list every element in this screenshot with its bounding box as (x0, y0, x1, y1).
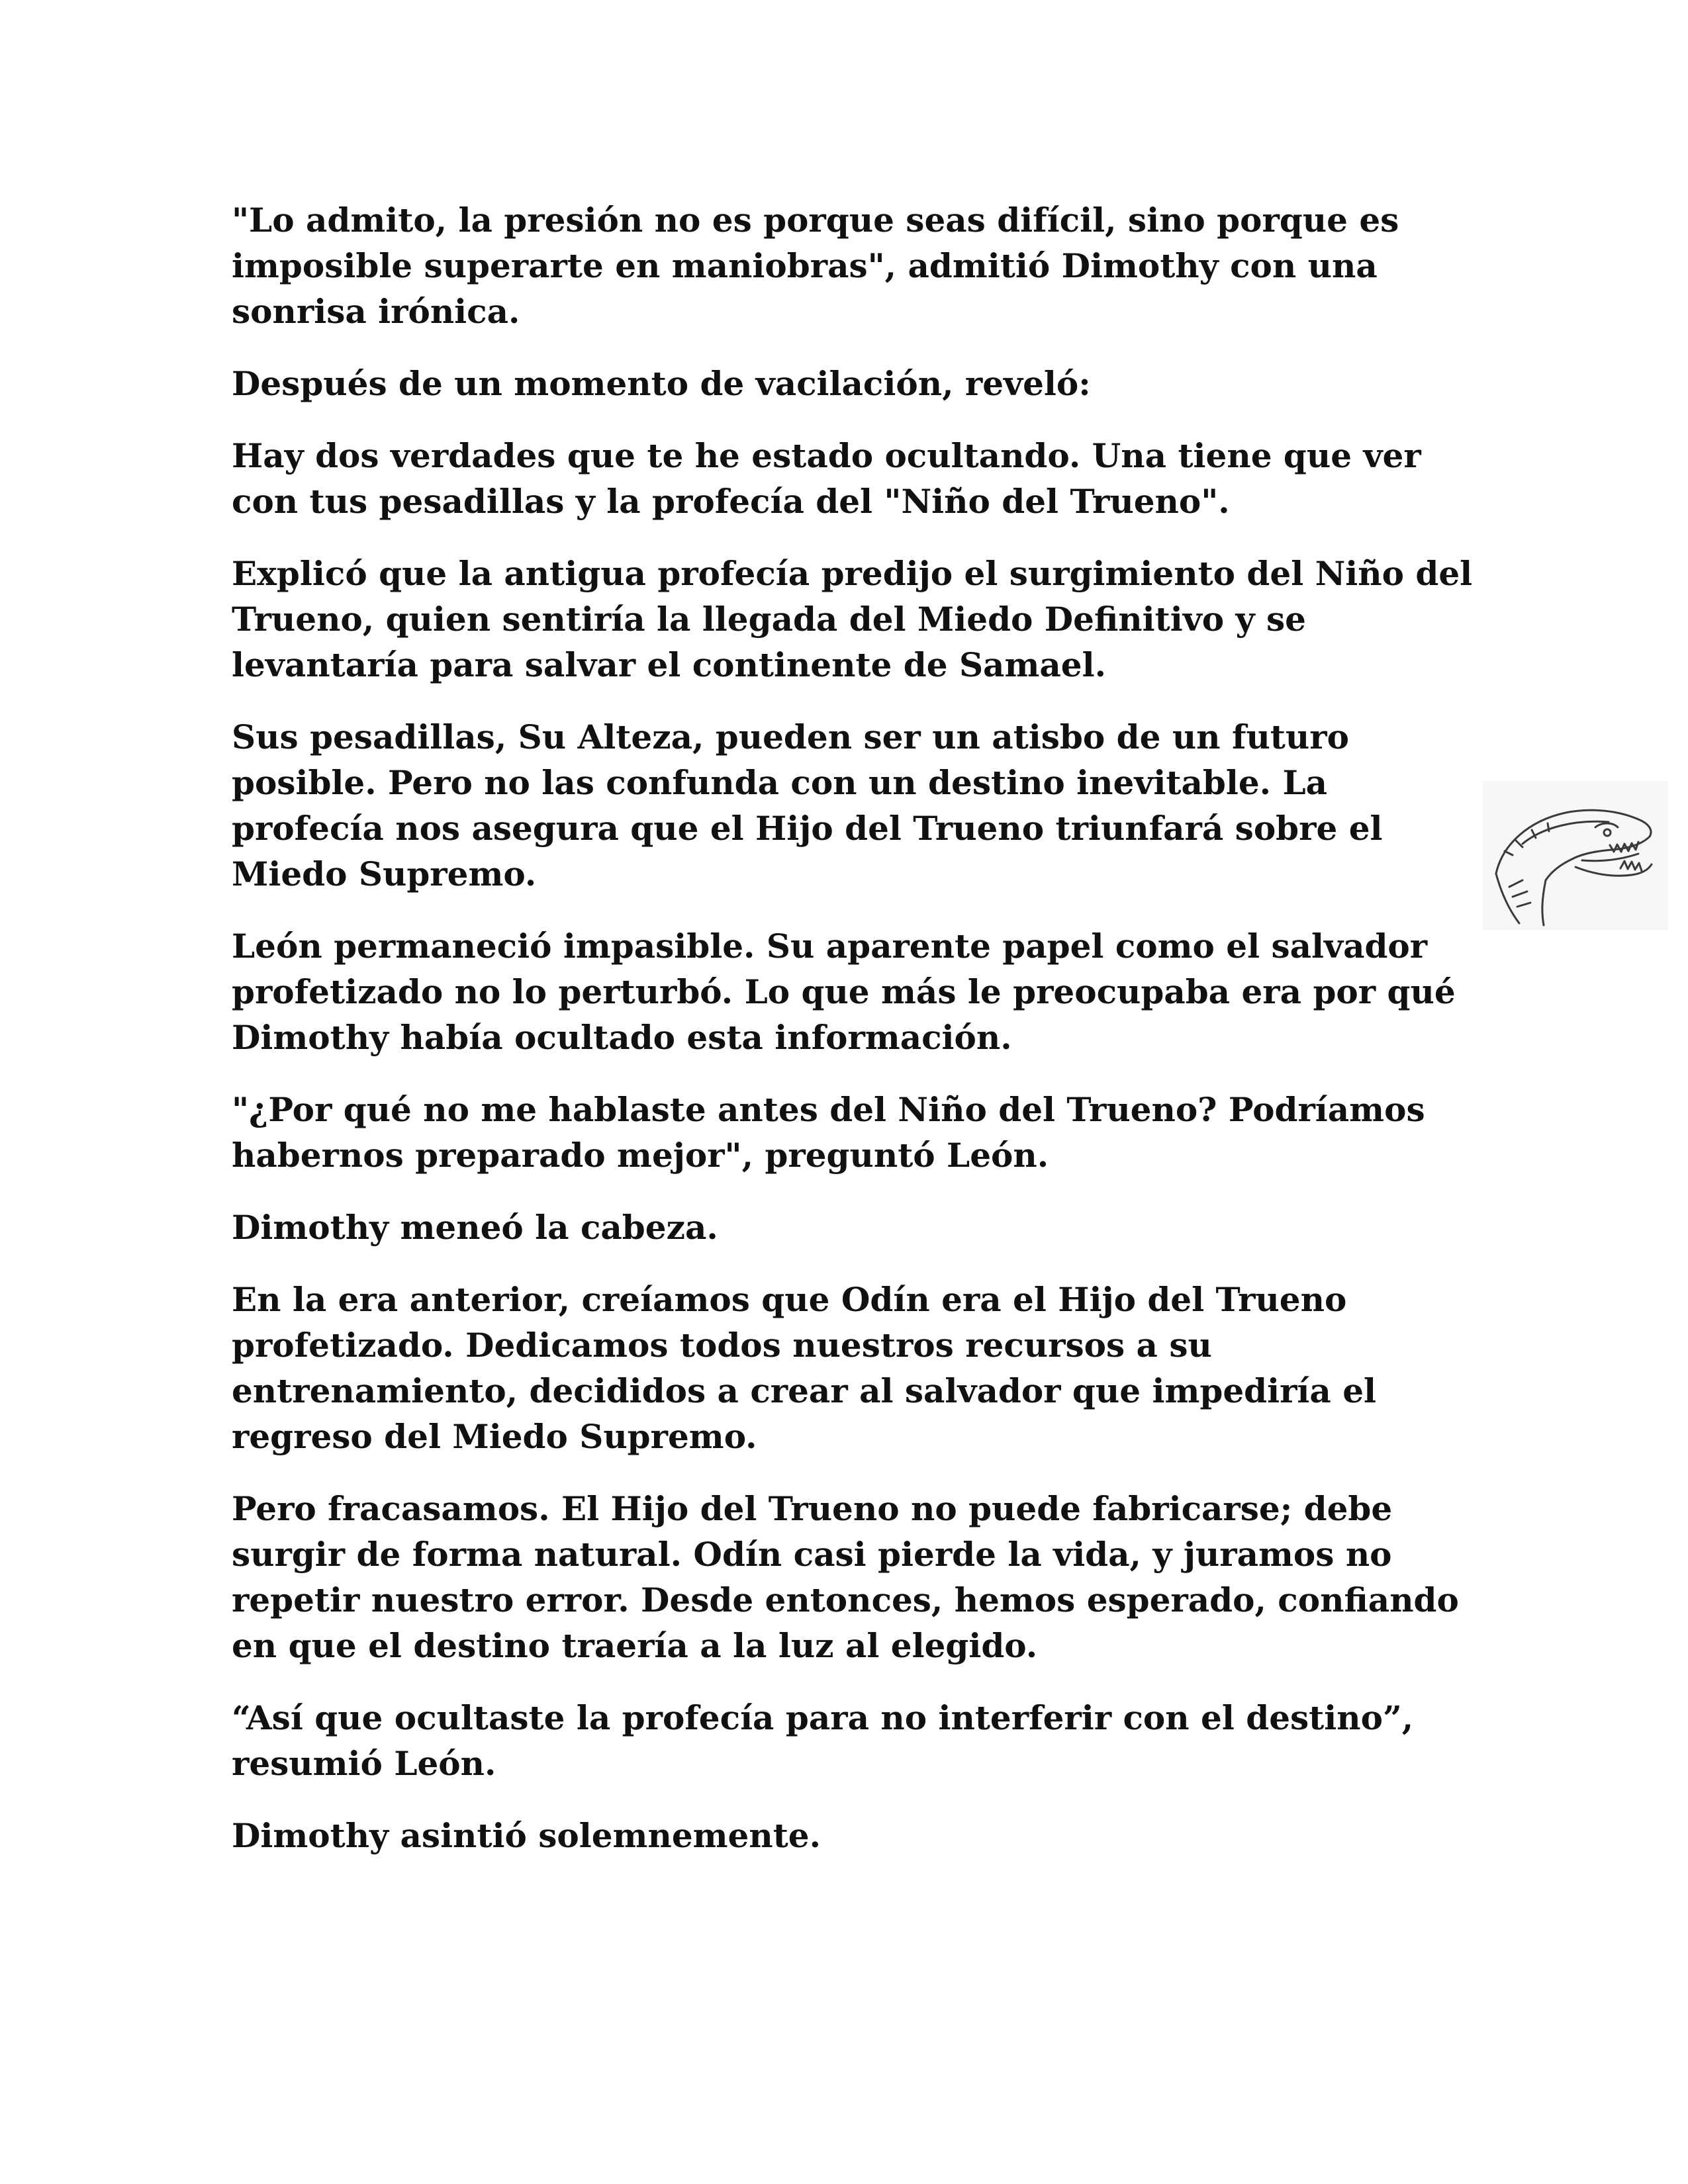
paragraph-11: “Así que ocultaste la profecía para no interferir con el destino”, resumió León. (232, 1698, 1414, 1783)
paragraph-4: Explicó que la antigua profecía predijo el surgimiento del Niño del Trueno, quien sentiría la llegada del Miedo Definitivo y se levantaría para salvar el continente de Samael. (232, 554, 1473, 684)
dinosaur-head-sketch-icon (1483, 781, 1668, 930)
paragraph-10: Pero fracasamos. El Hijo del Trueno no puede fabricarse; debe surgir de forma natural. Odín casi pierde la vida, y juramos no repetir nuestro error. Desde entonces, hemos esperado, confiando en que el destino traería a la luz al elegido. (232, 1489, 1459, 1665)
paragraph-12: Dimothy asintió solemnemente. (232, 1816, 821, 1855)
paragraph-6: León permaneció impasible. Su aparente papel como el salvador profetizado no lo perturbó. Lo que más le preocupaba era por qué Dimothy había ocultado esta información. (232, 927, 1456, 1057)
paragraph-8: Dimothy meneó la cabeza. (232, 1208, 718, 1247)
paragraph-5: Sus pesadillas, Su Alteza, pueden ser un atisbo de un futuro posible. Pero no las confunda con un destino inevitable. La profecía nos asegura que el Hijo del Trueno triunfará sobre el Miedo Supremo. (232, 717, 1383, 893)
paragraph-1: "Lo admito, la presión no es porque seas difícil, sino porque es imposible superarte en maniobras", admitió Dimothy con una sonrisa irónica. (232, 201, 1399, 331)
paragraph-3: Hay dos verdades que te he estado ocultando. Una tiene que ver con tus pesadillas y la profecía del "Niño del Trueno". (232, 436, 1421, 521)
paragraph-9: En la era anterior, creíamos que Odín era el Hijo del Trueno profetizado. Dedicamos todos nuestros recursos a su entrenamiento, decididos a crear al salvador que impediría el regreso del Miedo Supremo. (232, 1280, 1377, 1456)
body-text (232, 197, 1476, 1885)
paragraph-2: Después de un momento de vacilación, reveló: (232, 364, 1091, 403)
paragraph-7: "¿Por qué no me hablaste antes del Niño del Trueno? Podríamos habernos preparado mejor", preguntó León. (232, 1090, 1425, 1175)
